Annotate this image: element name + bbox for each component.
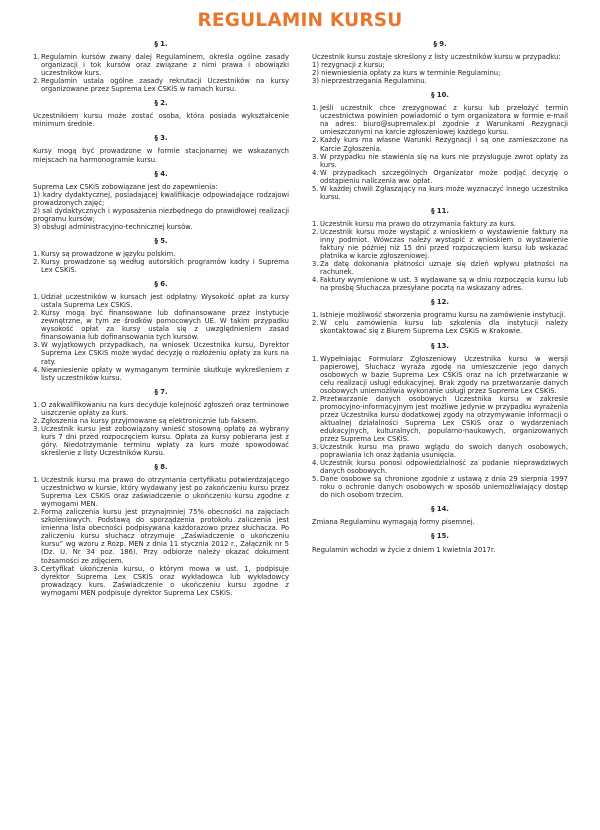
section-heading: § 10.	[431, 91, 449, 100]
section-heading: § 15.	[431, 532, 449, 541]
section-heading: § 11.	[431, 206, 449, 215]
list-item-number: 1.	[312, 311, 319, 320]
list-item	[33, 508, 289, 564]
list-item-number: 2.	[312, 319, 319, 328]
section-paragraph: Uczestnik kursu zostaje skreślony z listy uczestników kursu w przypadku:	[312, 53, 561, 62]
list-item-number: 2.	[33, 508, 40, 517]
section	[312, 342, 568, 500]
list-item-text: Dane osobowe są chronione zgodnie z ustawą z dnia 29 sierpnia 1997 roku o ochronie danych osobowych w sposób uniemożliwiający dostęp do nich osobom trzecim.	[320, 475, 568, 500]
section-paragraph: 3) obsługi administracyjno-technicznej kursów.	[33, 222, 193, 231]
section	[312, 298, 568, 335]
list-item	[312, 136, 568, 152]
section-list	[312, 355, 568, 500]
section-paragraph: Uczestnikiem kursu może zostać osoba, która posiada wykształcenie minimum średnie.	[33, 112, 289, 129]
list-item-text: O zakwalifikowaniu na kurs decyduje kolejność zgłoszeń oraz terminowe uiszczenie opłaty za kurs.	[41, 400, 289, 417]
list-item-number: 1.	[33, 400, 40, 409]
list-item-text: Uczestnik kursu może wystąpić z wnioskiem o wystawienie faktury na inny podmiot. Wówczas należy wystąpić z wnioskiem o wystawienie faktury nie później niż 15 dni przed rozpoczęciem kursu lub wskazać płatnika w karcie zgłoszeniowej.	[320, 227, 568, 261]
section-list	[33, 293, 289, 382]
section	[312, 207, 568, 292]
page-title: REGULAMIN KURSU	[197, 10, 403, 31]
section-paragraph: Zmiana Regulaminu wymagają formy pisemnej.	[312, 518, 475, 527]
section-heading: § 12.	[431, 298, 449, 307]
list-item-number: 1.	[33, 249, 40, 258]
section-paragraph: 2) sal dydaktycznych i wyposażenia niezbędnego do prawidłowej realizacji programu kursów;	[33, 206, 289, 223]
list-item-text: W przypadkach szczególnych Organizator może podjąć decyzję o odstąpieniu naliczenia ww. opłat.	[320, 168, 568, 185]
section-heading: § 13.	[431, 341, 449, 350]
list-item	[33, 293, 289, 309]
list-item	[33, 77, 289, 93]
list-item	[312, 153, 568, 169]
section	[33, 237, 289, 274]
list-item-number: 5.	[312, 184, 319, 193]
list-item-number: 2.	[33, 416, 40, 425]
section	[33, 388, 289, 457]
list-item-number: 2.	[33, 77, 40, 86]
list-item-number: 2.	[312, 394, 319, 403]
list-item	[312, 443, 568, 459]
list-item-number: 1.	[33, 53, 40, 62]
list-item-text: Za datę dokonania płatności uznaje się dzień wpływu płatności na rachunek.	[320, 260, 568, 277]
list-item-text: Niewniesienie opłaty w wymaganym terminie skutkuje wykreśleniem z listy uczestników kursu.	[41, 365, 289, 382]
section-heading: § 8.	[154, 463, 168, 472]
list-item	[33, 476, 289, 508]
list-item-number: 4.	[312, 459, 319, 468]
list-item-number: 2.	[33, 257, 40, 266]
list-item	[312, 355, 568, 395]
list-item-number: 4.	[312, 168, 319, 177]
section-heading: § 3.	[154, 134, 168, 143]
list-item-text: Formą zaliczenia kursu jest przynajmniej 75% obecności na zajęciach szkoleniowych. Podstawą do sporządzenia protokołu zaliczenia jest imienna lista obecności podpisywana każdorazowo przez słuchacza. Po zaliczeniu kursu słuchacz otrzymuje „Zaświadczenie o ukończeniu kursu” wg wzoru z Rozp. MEN z dnia 11 stycznia 2012 r., Załącznik nr 5 (Dz. U. Nr 34 poz. 186). Przy odbiorze należy okazać dokument tożsamości ze zdjęciem.	[41, 508, 289, 565]
list-item-text: Uczestnik kursu ma prawo wglądu do swoich danych osobowych, poprawiania ich oraz żądania usunięcia.	[320, 443, 568, 460]
list-item	[33, 366, 289, 382]
list-item-number: 1.	[312, 354, 319, 363]
section	[33, 99, 289, 128]
section-heading: § 9.	[433, 40, 447, 48]
list-item-number: 5.	[312, 475, 319, 484]
list-item	[33, 341, 289, 365]
section-paragraph: Regulamin wchodzi w życie z dniem 1 kwietnia 2017r.	[312, 545, 496, 554]
list-item-text: Każdy kurs ma własne Warunki Rezygnacji i są one zamieszczone na Karcie Zgłoszenia.	[320, 136, 568, 153]
list-item	[312, 169, 568, 185]
list-item	[33, 309, 289, 341]
list-item	[312, 319, 568, 335]
section	[312, 91, 568, 201]
list-item-number: 2.	[33, 309, 40, 318]
list-item	[312, 185, 568, 201]
list-item	[312, 260, 568, 276]
list-item-text: Kursy prowadzone są według autorskich programów kadry i Suprema Lex CSKiS.	[41, 257, 289, 275]
list-item-text: Uczestnik kursu ma prawo do otrzymania certyfikatu potwierdzającego uczestnictwo w kursie, który wydawany jest po zakończeniu kursu przez Suprema Lex CSKiS oraz zaświadczenie o ukończeniu kursu zgodne z wymogami MEN.	[41, 476, 289, 509]
section	[33, 463, 289, 597]
section	[312, 40, 568, 85]
section	[33, 134, 289, 163]
list-item	[312, 276, 568, 292]
list-item-number: 2.	[312, 136, 319, 145]
list-item	[312, 395, 568, 443]
list-item-number: 1.	[312, 104, 319, 113]
list-item	[33, 565, 289, 597]
list-item-text: Uczestnik kursu jest zobowiązany wnieść stosowną opłatę za wybrany kurs 7 dni przed rozpoczęciem kursu. Opłata za kursy pobierana jest z góry. Niedotrzymanie terminu wpłaty za kurs może spowodować skreślenie z listy Uczestników Kursu.	[41, 424, 289, 457]
section-heading: § 14.	[431, 505, 449, 514]
section-paragraph: 1) rezygnacji z kursu;	[312, 61, 385, 70]
list-item-text: Przetwarzanie danych osobowych Uczestnika kursu w zakresie promocyjno-informacyjnym jest możliwe jedynie w przypadku wyrażenia przez Uczestnika kursu dodatkowej zgody na otrzymywanie informacji o aktualnej działalności Suprema Lex CSKiS oraz o wydarzeniach edukacyjnych, kulturalnych, popularno-naukowych, organizowanych przez Suprema Lex CSKiS.	[320, 394, 568, 444]
list-item	[312, 475, 568, 499]
list-item-number: 1.	[33, 293, 40, 302]
list-item-text: Kursy są prowadzone w języku polskim.	[41, 249, 176, 258]
section	[312, 505, 568, 526]
list-item-text: Istnieje możliwość stworzenia programu kursu na zamówienie instytucji.	[320, 311, 566, 320]
section	[33, 40, 289, 93]
section-list	[312, 104, 568, 201]
list-item	[33, 425, 289, 457]
list-item-text: Faktury wymienione w ust. 3 wydawane są w dniu rozpoczęcia kursu lub na prośbę Słuchacza przesyłane pocztą na wskazany adres.	[320, 276, 568, 293]
list-item-text: W przypadku nie stawienia się na kurs nie przysługuje zwrot opłaty za kurs.	[320, 152, 568, 169]
section-list	[33, 401, 289, 457]
section-paragraph: 1) kadry dydaktycznej, posiadającej kwalifikacje odpowiadające rodzajowi prowadzonych zajęć;	[33, 190, 289, 207]
list-item-text: Udział uczestników w kursach jest odpłatny. Wysokość opłat za kursy ustala Suprema Lex CSKiS.	[41, 293, 289, 310]
list-item-number: 3.	[33, 341, 40, 350]
list-item	[33, 258, 289, 274]
list-item-text: Zgłoszenia na kursy przyjmowane są elektronicznie lub faksem.	[41, 416, 259, 425]
section	[312, 532, 568, 553]
section-heading: § 2.	[154, 99, 168, 108]
section	[33, 280, 289, 382]
section-list	[312, 311, 568, 335]
list-item-number: 1.	[33, 476, 40, 485]
list-item-number: 3.	[312, 152, 319, 161]
left-column	[33, 40, 289, 603]
section-list	[33, 53, 289, 93]
list-item	[312, 311, 568, 319]
list-item-number: 4.	[312, 276, 319, 285]
section-heading: § 1.	[154, 40, 168, 48]
list-item	[312, 459, 568, 475]
section-paragraph: Kursy mogą być prowadzone w formie stacjonarnej we wskazanych miejscach na harmonogramie kursu.	[33, 147, 289, 164]
section-paragraph: Suprema Lex CSKiS zobowiązane jest do zapewnienia:	[33, 182, 218, 191]
section-paragraph: 2) niewniesienia opłaty za kurs w terminie Regulaminu;	[312, 69, 501, 78]
list-item-number: 2.	[312, 227, 319, 236]
section-heading: § 7.	[154, 387, 168, 396]
list-item-text: Regulamin kursów zwany dalej Regulaminem, określa ogólne zasady organizacji i tok kursów oraz związane z nimi prawa i obowiązki uczestników kurs.	[41, 53, 289, 78]
list-item	[312, 104, 568, 136]
list-item-number: 4.	[33, 365, 40, 374]
list-item-text: Uczestnik kursu ponosi odpowiedzialność za podanie nieprawdziwych danych osobowych.	[320, 459, 568, 476]
list-item	[33, 250, 289, 258]
list-item-number: 3.	[33, 424, 40, 433]
section	[33, 170, 289, 231]
list-item-number: 3.	[312, 260, 319, 269]
list-item	[33, 401, 289, 417]
list-item-text: Jeśli uczestnik chce zrezygnować z kursu lub przełożyć termin uczestnictwa powinien powiadomić o tym organizatora w formie e-mail na adres: biuro@supremalex.pl zgodnie z Warunkami Rezygnacji umieszczonymi na karcie zgłoszeniowej każdego kursu.	[320, 104, 568, 137]
section-heading: § 6.	[154, 280, 168, 289]
list-item	[312, 228, 568, 260]
section-list	[312, 220, 568, 292]
list-item-text: Wypełniając Formularz Zgłoszeniowy Uczestnika kursu w wersji papierowej, Słuchacz wyraża zgodę na umieszczenie jego danych osobowych w bazie Suprema Lex CSKiS oraz na ich przetwarzanie w celu realizacji usługi edukacyjnej. Brak zgody na przetwarzanie danych osobowych uniemożliwia wykonanie usługi przez Suprema Lex CSKiS.	[320, 354, 568, 395]
list-item-number: 3.	[312, 443, 319, 452]
list-item	[33, 53, 289, 77]
section-heading: § 4.	[154, 169, 168, 178]
list-item-text: W wyjątkowych przypadkach, na wniosek Uczestnika kursu, Dyrektor Suprema Lex CSKiS może wydać decyzję o rozłożeniu opłaty za kurs na raty.	[41, 341, 289, 366]
right-column	[312, 40, 568, 560]
section-heading: § 5.	[154, 236, 168, 245]
list-item	[33, 417, 289, 425]
list-item-text: W każdej chwili Zgłaszający na kurs może wyznaczyć innego uczestnika kursu.	[320, 184, 568, 201]
list-item-text: W celu zamówienia kursu lub szkolenia dla instytucji należy skontaktować się z Biurem Suprema Lex CSKiS w Krakowie.	[320, 319, 568, 336]
list-item-text: Uczestnik kursu ma prawo do otrzymania faktury za kurs.	[320, 219, 516, 228]
list-item	[312, 220, 568, 228]
list-item-number: 1.	[312, 219, 319, 228]
list-item-text: Kursy mogą być finansowane lub dofinansowane przez instytucje zewnętrzne, w tym ze środków pomocowych UE. W takim przypadku wysokość opłat za kursy ustala się z uwzględnieniem zasad finansowania lub dofinansowania tych kursów.	[41, 309, 289, 342]
list-item-text: Regulamin ustala ogólne zasady rekrutacji Uczestników na kursy organizowane przez Suprema Lex CSKiS w ramach kursu.	[41, 77, 289, 94]
list-item-text: Certyfikat ukończenia kursu, o którym mowa w ust. 1, podpisuje dyrektor Suprema Lex CSKiS oraz wykładowca lub wykładowcy prowadzący kurs. Zaświadczenie o ukończeniu kursu zgodne z wymogami MEN podpisuje dyrektor Suprema Lex CSKiS.	[41, 564, 289, 597]
list-item-number: 3.	[33, 564, 40, 573]
section-list	[33, 250, 289, 274]
section-list	[33, 476, 289, 597]
section-paragraph: 3) nieprzestrzegania Regulaminu.	[312, 77, 427, 86]
